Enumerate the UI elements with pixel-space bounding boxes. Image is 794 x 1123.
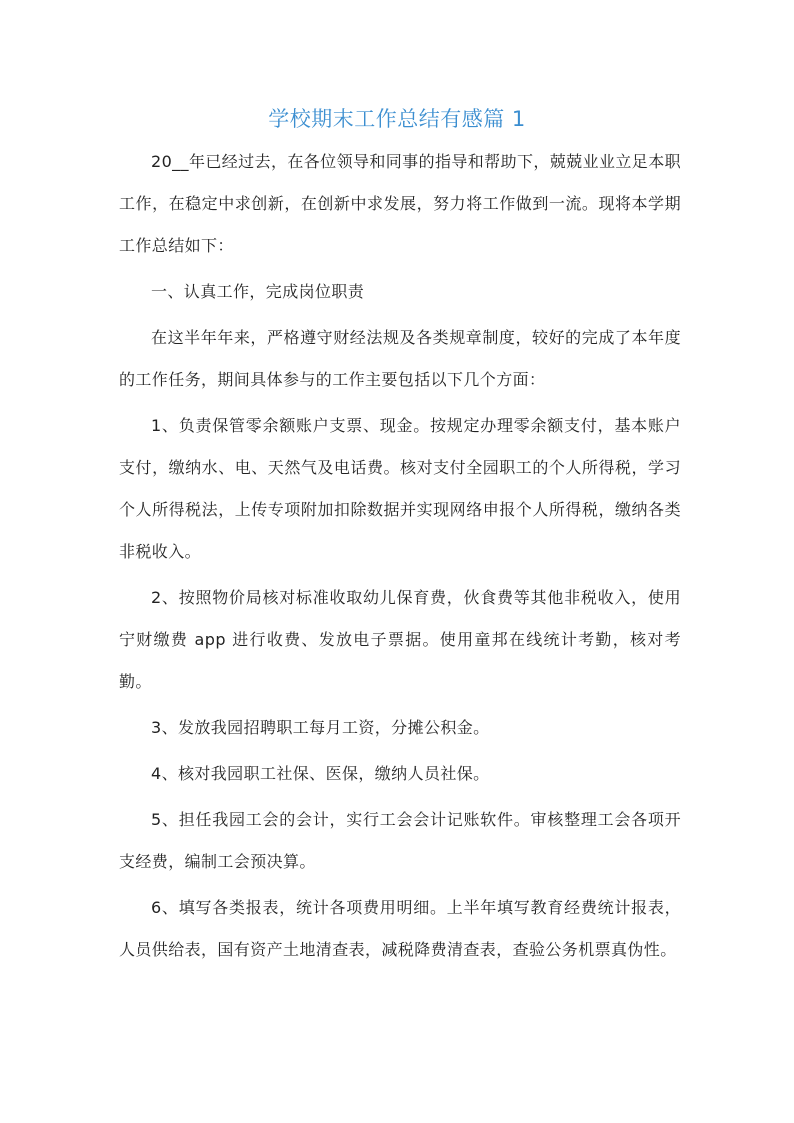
item-1-paragraph: 1、负责保管零余额账户支票、现金。按规定办理零余额支付，基本账户支付，缴纳水、电、天然气及电话费。核对支付全园职工的个人所得税，学习个人所得税法，上传专项附加扣除数据并实现网络申报个人所得税，缴纳各类非税收入。 [119, 416, 681, 561]
item-3-paragraph: 3、发放我园招聘职工每月工资，分摊公积金。 [151, 718, 490, 737]
intro-paragraph: 20__年已经过去，在各位领导和同事的指导和帮助下，兢兢业业立足本职工作，在稳定中求创新，在创新中求发展，努力将工作做到一流。现将本学期工作总结如下： [119, 152, 681, 255]
item-6-paragraph: 6、填写各类报表，统计各项费用明细。上半年填写教育经费统计报表，人员供给表，国有资产土地清查表，减税降费清查表，查验公务机票真伪性。 [119, 898, 681, 959]
item-5-paragraph: 5、担任我园工会的会计，实行工会会计记账软件。审核整理工会各项开支经费，编制工会预决算。 [119, 810, 681, 871]
section-heading: 一、认真工作，完成岗位职责 [151, 282, 365, 301]
document-title: 学校期末工作总结有感篇 1 [268, 107, 526, 131]
item-4-paragraph: 4、核对我园职工社保、医保，缴纳人员社保。 [151, 764, 490, 783]
document-body [119, 141, 681, 975]
section-intro-paragraph: 在这半年年来，严格遵守财经法规及各类规章制度，较好的完成了本年度的工作任务，期间具体参与的工作主要包括以下几个方面： [119, 328, 681, 389]
item-2-paragraph: 2、按照物价局核对标准收取幼儿保育费，伙食费等其他非税收入，使用宁财缴费 app 进行收费、发放电子票据。使用童邦在线统计考勤，核对考勤。 [119, 588, 681, 691]
